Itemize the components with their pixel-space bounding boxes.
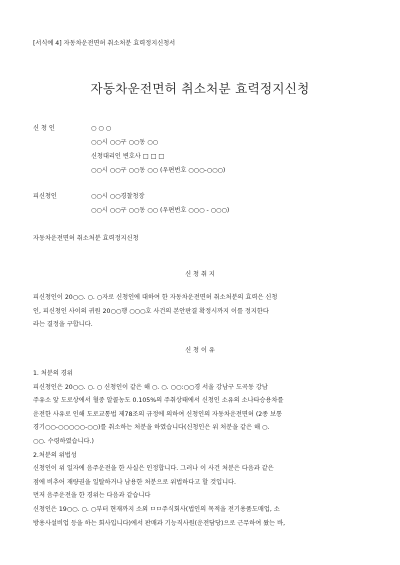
- purpose-line: 라는 결정을 구합니다.: [33, 321, 93, 329]
- form-label: [서식예 4] 자동차운전면허 취소처분 효력정지신청서: [33, 40, 176, 47]
- reason-line: 1. 처분의 경위: [33, 370, 73, 377]
- reason-line: 점에 비추어 재량권을 일탈하거나 남용한 처분으로 위법하다고 할 것입니다.: [33, 478, 236, 486]
- reason-paragraph: [33, 367, 371, 530]
- purpose-paragraph: [33, 291, 371, 332]
- reason-line: 방용사설비업 등을 하는 회사입니다)에서 판매과 기능직사원(운전담당)으로 근무하여 왔는 바,: [33, 519, 286, 527]
- purpose-heading: 신 청 취 지: [185, 271, 215, 278]
- reason-line: 피신청인은 20○○. ○. ○ 신청인이 같은 해 ○. ○. ○○:○○경 서울 강남구 도곡동 강남: [33, 383, 268, 391]
- reason-line: 운전한 사유로 인해 도로교통법 제78조의 규정에 의하여 신청인의 자동차운전면허 (2종 보통: [33, 410, 283, 418]
- reason-line: 신청인이 위 일자에 음주운전을 한 사실은 인정합니다. 그러나 이 사건 처분은 다음과 같은: [33, 465, 274, 473]
- attorney-name: 신청대리인 변호사 □ □ □: [91, 153, 165, 160]
- reason-line: 신청인은 19○○. ○. ○부터 현재까지 소외 ㅁㅁ주식회사(법인의 목적을 전기용품도매업, 소: [33, 505, 280, 513]
- applicant-name: ○ ○ ○: [91, 125, 112, 132]
- reason-line: ○○. 수령하였습니다.): [33, 437, 94, 445]
- reason-line: 주유소 앞 도로상에서 혈중 알콜농도 0.105%의 주취상태에서 신청인 소유의 소나타승용차를: [33, 397, 284, 405]
- reason-heading: 신 청 이 유: [185, 347, 215, 354]
- respondent-address: ○○시 ○○구 ○○동 ○○ (우편번호 ○○○ - ○○○): [91, 207, 230, 214]
- respondent-name: ○○시 ○○경찰청장: [91, 193, 145, 200]
- purpose-line: 인, 피신청인 사이의 귀원 20○○행 ○○○호 사건의 본안판결 확정시까지 이를 정지한다: [33, 307, 269, 315]
- reason-line: 2.처분의 위법성: [33, 451, 77, 459]
- reason-line: 경기○○-○○○○○-○○)를 취소하는 처분을 하였습니다(신청인은 위 처분을 같은 해 ○.: [33, 424, 270, 432]
- case-name: 자동차운전면허 취소처분 효력정지신청: [33, 235, 139, 242]
- applicant-address: ○○시 ○○구 ○○동 ○○: [91, 139, 159, 146]
- document-title: 자동차운전면허 취소처분 효력정지신청: [90, 81, 310, 96]
- respondent-label: 피신청인: [33, 193, 57, 200]
- attorney-address: ○○시 ○○구 ○○동 ○○ (우편번호 ○○○-○○○): [91, 167, 226, 174]
- reason-line: 먼저 음주운전을 한 경위는 다음과 같습니다: [33, 492, 151, 500]
- purpose-line: 피신청인이 20○○. ○. ○자로 신청인에 대하여 한 자동차운전면허 취소처분의 효력은 신청: [33, 294, 278, 301]
- applicant-label: 신 청 인: [33, 125, 55, 132]
